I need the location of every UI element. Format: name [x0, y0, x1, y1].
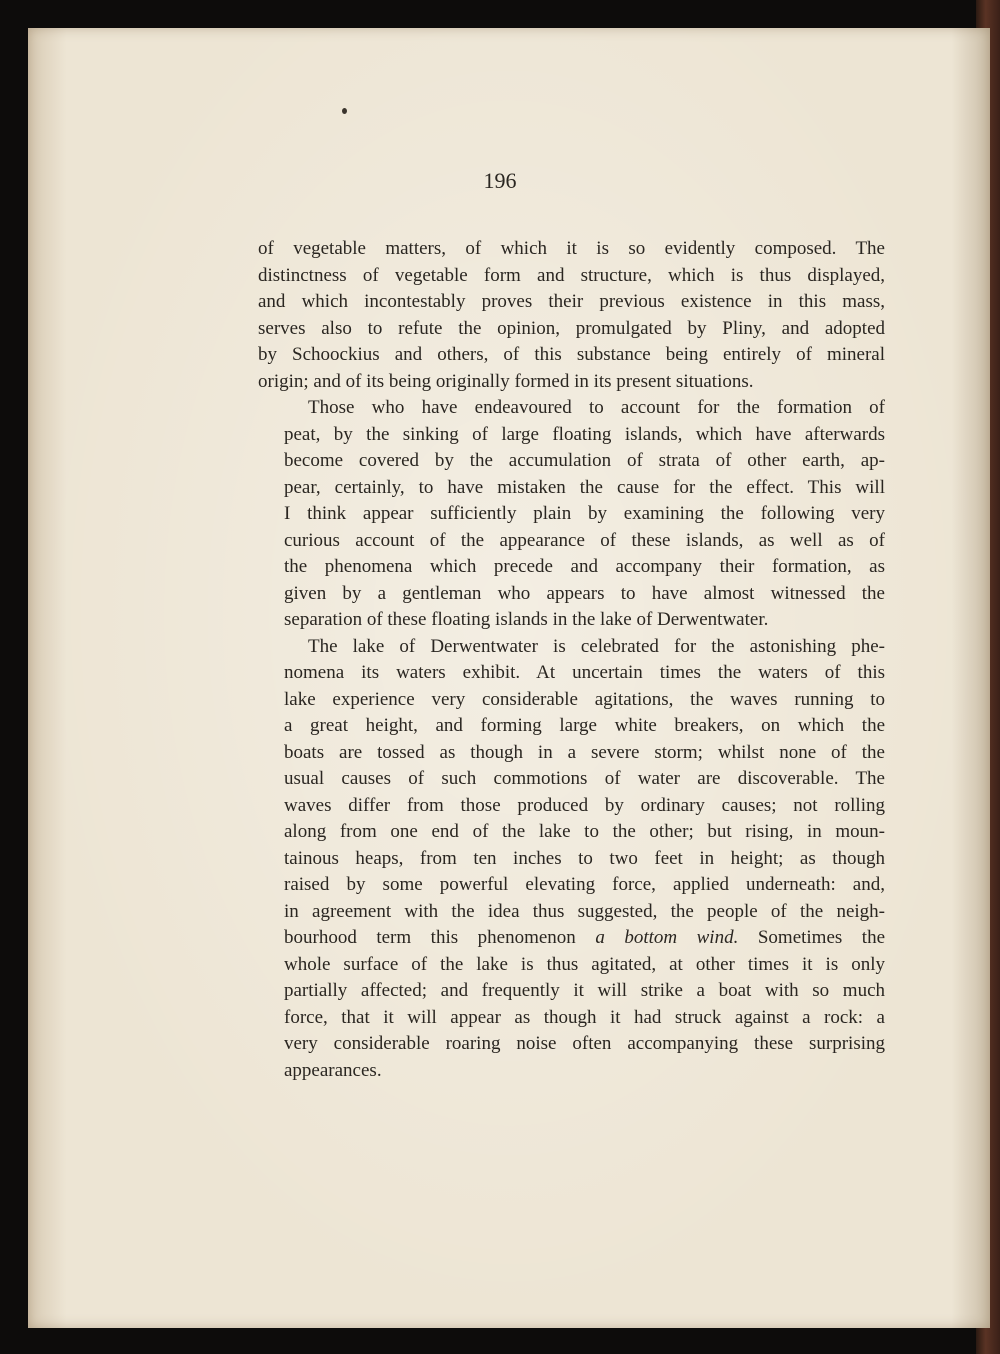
text-line: in agreement with the idea thus suggested, the people of the neigh- [284, 900, 885, 922]
body-text [258, 236, 885, 1084]
text-line: a great height, and forming large white breakers, on which the [284, 715, 885, 736]
text-line: peat, by the sinking of large floating islands, which have afterwards [284, 423, 885, 445]
text-line: whole surface of the lake is thus agitated, at other times it is only [284, 953, 885, 975]
text-line: and which incontestably proves their previous existence in this mass, [258, 291, 885, 312]
text-line: the phenomena which precede and accompany their formation, as [284, 556, 885, 577]
text-line: by Schoockius and others, of this substance being entirely of mineral [258, 344, 885, 365]
text-line: lake experience very considerable agitations, the waves running to [284, 688, 885, 710]
italic-term: a bottom wind. [595, 927, 739, 948]
paragraph-2 [258, 395, 885, 634]
text-line: of vegetable matters, of which it is so evidently composed. The [258, 238, 885, 259]
text-line: along from one end of the lake to the other; but rising, in moun- [284, 821, 885, 842]
text-line: very considerable roaring noise often accompanying these surprising [284, 1033, 885, 1054]
text-line: waves differ from those produced by ordinary causes; not rolling [284, 794, 885, 816]
text-line: partially affected; and frequently it will strike a boat with so much [284, 980, 885, 1001]
text-line: boats are tossed as though in a severe storm; whilst none of the [284, 741, 885, 763]
text-line: raised by some powerful elevating force, applied underneath: and, [284, 874, 885, 895]
text-line: distinctness of vegetable form and structure, which is thus displayed, [258, 264, 885, 286]
page-number: 196 [483, 168, 517, 193]
text-line: separation of these floating islands in the lake of Derwentwater. [284, 609, 769, 630]
text-line: given by a gentleman who appears to have almost witnessed the [284, 582, 885, 604]
paragraph-3 [258, 634, 885, 1085]
italic-line-prefix: bourhood term this phenomenon [284, 927, 576, 948]
paragraph-1 [258, 236, 885, 395]
text-line: force, that it will appear as though it had struck against a rock: a [284, 1006, 885, 1028]
text-line: pear, certainly, to have mistaken the cause for the effect. This will [284, 476, 885, 498]
italic-line-suffix: Sometimes the [757, 927, 886, 948]
text-line: Those who have endeavoured to account for the formation of [308, 397, 885, 418]
text-line: tainous heaps, from ten inches to two feet in height; as though [284, 847, 885, 869]
text-line: serves also to refute the opinion, promulgated by Pliny, and adopted [258, 317, 885, 339]
text-line: become covered by the accumulation of strata of other earth, ap- [284, 450, 885, 471]
text-line: nomena its waters exhibit. At uncertain times the waters of this [284, 662, 885, 683]
text-line: The lake of Derwentwater is celebrated for the astonishing phe- [308, 635, 885, 657]
ink-speck [342, 108, 347, 114]
text-line-with-italic [258, 925, 885, 952]
text-line: I think appear sufficiently plain by examining the following very [284, 503, 885, 524]
text-line: usual causes of such commotions of water are discoverable. The [284, 768, 885, 789]
text-line: curious account of the appearance of these islands, as well as of [284, 529, 885, 551]
text-line: origin; and of its being originally formed in its present situations. [258, 370, 754, 392]
text-line: appearances. [284, 1059, 382, 1081]
